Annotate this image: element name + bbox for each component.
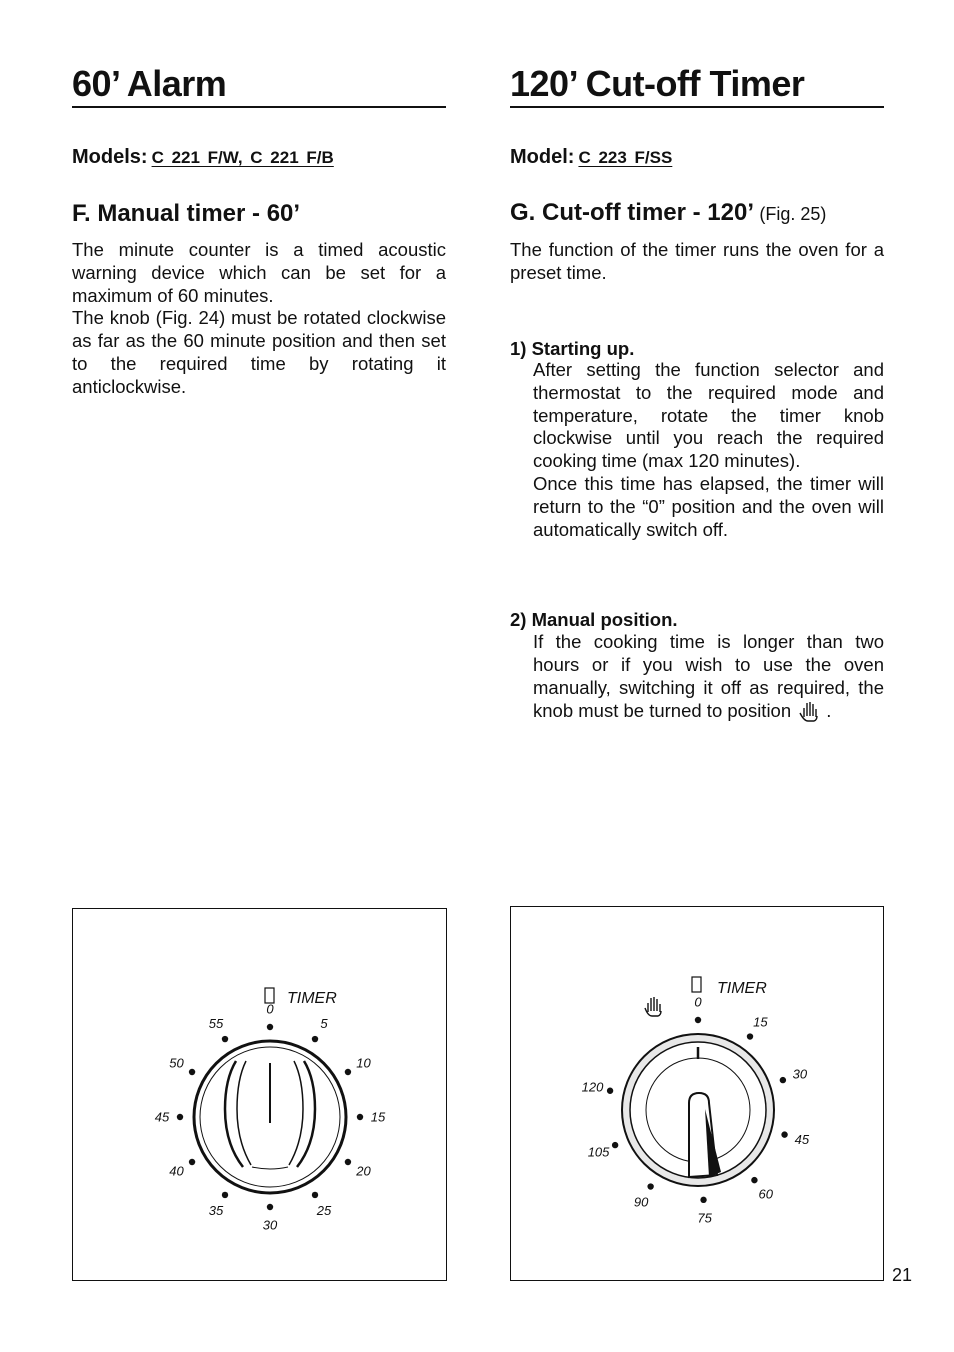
tick-dot	[781, 1131, 787, 1137]
knob-grip-bottom	[252, 1167, 288, 1169]
tick-dot	[189, 1069, 195, 1075]
tick-label: 75	[697, 1210, 712, 1226]
manual-hand-icon	[645, 997, 661, 1016]
tick-dot	[222, 1192, 228, 1198]
right-section-title: G. Cut-off timer - 120’	[510, 199, 753, 226]
tick-dot	[700, 1197, 706, 1203]
left-title: 60’ Alarm	[72, 63, 227, 104]
tick-label: 105	[587, 1144, 610, 1160]
timer-120-diagram	[511, 907, 882, 1279]
step1-title: 1) Starting up.	[510, 338, 635, 359]
step2-text: If the cooking time is longer than two hours or if you wish to use the oven manually, switching it off as required, the knob must be turned to position	[533, 631, 884, 722]
left-models-code: C 221 F/W, C 221 F/B	[151, 148, 334, 167]
left-paragraph-1: The minute counter is a timed acoustic warning device which can be set for a maximum of 60 minutes.	[72, 239, 446, 306]
tick-dot	[345, 1159, 351, 1165]
figure-25	[510, 906, 884, 1281]
tick-label: 30	[792, 1066, 808, 1082]
tick-dot	[780, 1077, 786, 1083]
tick-label: 45	[794, 1132, 810, 1148]
tick-label: 35	[208, 1203, 224, 1219]
tick-label: 0	[266, 1001, 274, 1017]
right-model-code: C 223 F/SS	[578, 148, 673, 167]
tick-dot	[267, 1024, 273, 1030]
right-section-ref: (Fig. 25)	[759, 204, 827, 224]
tick-label: 20	[356, 1163, 371, 1179]
step2-end: .	[826, 700, 832, 722]
tick-label: 45	[154, 1109, 170, 1125]
step1-text-a: After setting the function selector and thermostat to the required mode and temperature, rotate the timer knob clockwise until you reach the required cooking time (max 120 minutes).	[533, 359, 884, 472]
left-title-rule	[72, 106, 446, 108]
timer-bell-icon	[692, 977, 701, 992]
tick-dot	[695, 1017, 701, 1023]
right-model	[510, 145, 672, 170]
tick-dot	[647, 1183, 653, 1189]
tick-label: 55	[208, 1016, 224, 1032]
tick-label: 15	[370, 1109, 386, 1125]
left-paragraph-2: The knob (Fig. 24) must be rotated clockwise as far as the 60 minute position and then set to the required time by rotating it anticlockwise.	[72, 307, 446, 397]
tick-label: 5	[320, 1016, 328, 1032]
timer-label: TIMER	[287, 990, 337, 1007]
tick-dot	[312, 1192, 318, 1198]
tick-label: 40	[169, 1163, 184, 1179]
right-title-rule	[510, 106, 884, 108]
left-models-label: Models:	[72, 146, 148, 168]
left-body	[72, 239, 446, 399]
page-number: 21	[892, 1265, 913, 1285]
tick-dot	[607, 1088, 613, 1094]
tick-dot	[222, 1036, 228, 1042]
tick-label: 30	[262, 1217, 278, 1233]
tick-dot	[267, 1204, 273, 1210]
right-model-label: Model:	[510, 146, 575, 168]
tick-dot	[357, 1114, 363, 1120]
right-intro: The function of the timer runs the oven for a preset time.	[510, 239, 884, 283]
tick-dot	[751, 1177, 757, 1183]
tick-dot	[189, 1159, 195, 1165]
tick-label: 15	[753, 1014, 768, 1030]
step2-title: 2) Manual position.	[510, 609, 678, 630]
tick-label: 90	[633, 1194, 649, 1210]
tick-dot	[345, 1069, 351, 1075]
knob-grip-left-inner	[237, 1061, 251, 1165]
figure-24	[72, 908, 447, 1281]
tick-dot	[612, 1142, 618, 1148]
tick-label: 50	[169, 1055, 184, 1071]
tick-label: 120	[581, 1079, 604, 1095]
left-models	[72, 145, 334, 170]
step2-body	[533, 631, 884, 729]
right-title: 120’ Cut-off Timer	[510, 63, 805, 104]
right-section-title-wrap	[510, 199, 826, 228]
tick-dot	[312, 1036, 318, 1042]
manual-hand-icon	[798, 699, 820, 729]
timer-60-diagram	[73, 909, 445, 1279]
step1-text-b: Once this time has elapsed, the timer will return to the “0” position and the oven will automatically switch off.	[533, 472, 884, 540]
tick-label: 0	[694, 994, 702, 1010]
step1-body	[533, 359, 884, 541]
tick-label: 10	[356, 1055, 371, 1071]
knob-grip-right-inner	[289, 1061, 303, 1165]
timer-label: TIMER	[717, 980, 767, 997]
tick-dot	[177, 1114, 183, 1120]
tick-dot	[747, 1033, 753, 1039]
tick-label: 25	[316, 1203, 332, 1219]
tick-label: 60	[758, 1186, 773, 1202]
left-section-title: F. Manual timer - 60’	[72, 200, 301, 227]
